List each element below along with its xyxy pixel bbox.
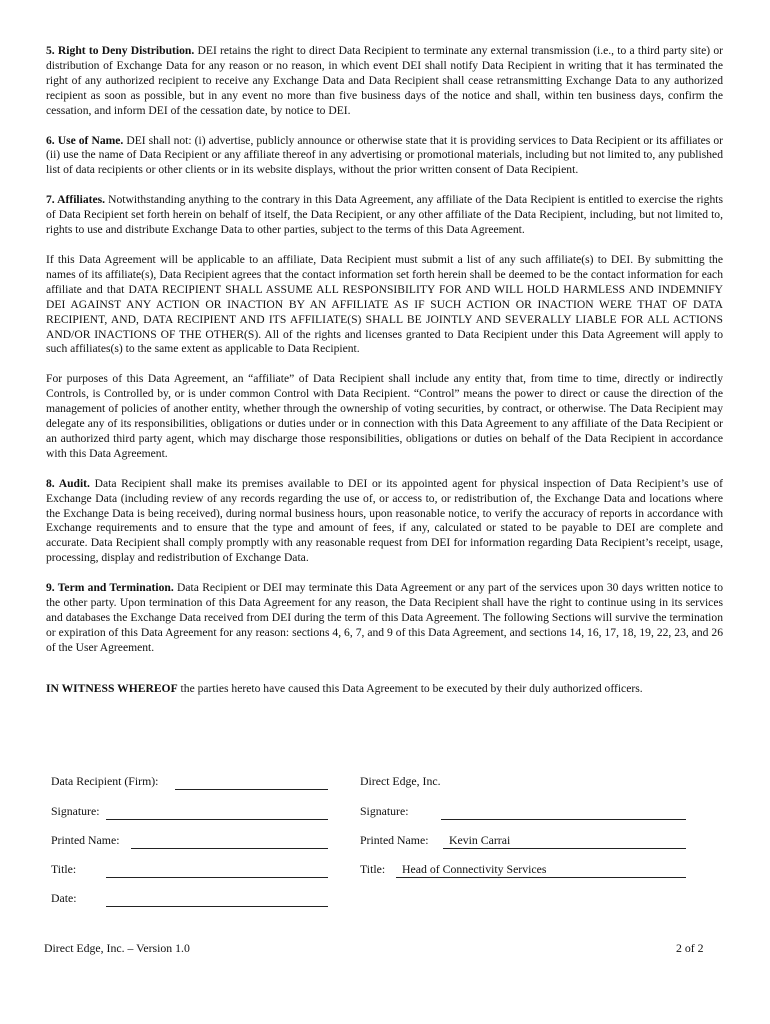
firm-label: Data Recipient (Firm):: [51, 774, 159, 788]
footer-version: Direct Edge, Inc. – Version 1.0: [44, 941, 190, 955]
section-text: Data Recipient or DEI may terminate this Data Agreement or any part of the services upon 30 days written notice to the other party. Upon termination of this Data Agreement for any reason, the Data Recipient shall have the right to continue using in its services and databases the Exchange Data received from DEI during the term of this Data Agreement. The following Sections will survive the termination or expiration of this Data Agreement for any reason: sections 4, 6, 7, and 9 of this Data Agreement, and sections 14, 16, 17, 18, 19, 22, 23, and 26 of the User Agreement.: [46, 581, 723, 654]
left-printed-name-label: Printed Name:: [51, 833, 120, 847]
section-heading: 8. Audit.: [46, 476, 90, 490]
left-signature-line[interactable]: [106, 805, 328, 820]
left-printed-name-line[interactable]: [131, 834, 328, 849]
right-printed-name-line: [443, 834, 686, 849]
section-heading: 7. Affiliates.: [46, 193, 106, 207]
right-title-line: [396, 863, 686, 878]
section-heading: 5. Right to Deny Distribution.: [46, 44, 195, 57]
witness-text: the parties hereto have caused this Data Agreement to be executed by their duly authorized officers.: [177, 681, 643, 695]
right-printed-name-value: Kevin Carrai: [449, 833, 511, 847]
section-text: If this Data Agreement will be applicable to an affiliate, Data Recipient must submit a list of any such affiliate(s) to DEI. By submitting the names of its affiliate(s), Data Recipient agrees that the contact information set forth herein shall be deemed to be the contact information for each affiliate and that DATA RECIPIENT SHALL ASSUME ALL RESPONSIBILITY FOR AND WILL HOLD HARMLESS AND INDEMNIFY DEI AGAINST ANY ACTION OR INACTION BY AN AFFILIATE AS IF SUCH ACTION OR INACTION WERE THAT OF DATA RECIPIENT, AND, DATA RECIPIENT AND ITS AFFILIATE(S) SHALL BE JOINTLY AND SEVERALLY LIABLE FOR ALL ACTIONS AND/OR INACTIONS OF THE OTHER(S). All of the rights and licenses granted to Data Recipient under this Data Agreement will apply to such affiliates(s) to the same extent as applicable to Data Recipient.: [46, 252, 723, 356]
section-text: DEI shall not: (i) advertise, publicly announce or otherwise state that it is providing services to Data Recipient or its affiliates or (ii) use the name of Data Recipient or any affiliate thereof in any advertising or promotional materials, including but not limited to, any published list of data recipients or other clients or in its website displays, without the prior written consent of Data Recipient.: [46, 133, 723, 177]
right-signature-cell: [360, 804, 690, 820]
section-8: [46, 477, 723, 566]
firm-cell: [51, 774, 341, 790]
section-7: [46, 193, 723, 238]
date-line[interactable]: [106, 892, 328, 907]
right-printed-name-cell: [360, 833, 690, 849]
section-6: [46, 134, 723, 179]
section-5: [46, 44, 723, 119]
left-title-cell: [51, 862, 341, 878]
section-text: Data Recipient shall make its premises available to DEI or its appointed agent for physical inspection of Data Recipient’s use of Exchange Data (including review of any records regarding the use of, or access to, or redistribution of, the Exchange Data and locations where the Exchange Data is being received), during normal business hours, upon reasonable notice, to verify the accuracy of reports in accordance with Exchange requirements and to ensure that the type and amount of fees, if any, calculated or stated to be payable to DEI are complete and accurate. Data Recipient shall comply promptly with any reasonable request from DEI for information regarding Data Recipient’s receipt, usage, processing, display and redistribution of Exchange Data.: [46, 476, 724, 565]
signature-row-title: [51, 862, 691, 878]
agreement-body: [46, 44, 723, 712]
section-heading: 6. Use of Name.: [46, 133, 124, 147]
right-printed-name-label: Printed Name:: [360, 833, 429, 847]
right-signature-line[interactable]: [441, 805, 686, 820]
section-text: For purposes of this Data Agreement, an “affiliate” of Data Recipient shall include any entity that, from time to time, directly or indirectly Controls, is Controlled by, or is under common Control with Data Recipient. “Control” means the power to direct or cause the direction of the management of policies of another entity, whether through the ownership of voting securities, by contract, or otherwise. The Data Recipient may delegate any of its responsibilities, obligations or duties under or in connection with this Data Agreement to any affiliate of the Data Recipient or an authorized third party agent, which may discharge those responsibilities, obligations or duties on behalf of the Data Recipient in accordance with this Data Agreement.: [46, 372, 723, 460]
signature-row-firm: [51, 774, 691, 790]
signature-row-signature: [51, 804, 691, 820]
right-title-cell: [360, 862, 690, 878]
firm-line[interactable]: [175, 775, 328, 790]
left-title-line[interactable]: [106, 863, 328, 878]
left-signature-label: Signature:: [51, 804, 100, 818]
left-title-label: Title:: [51, 862, 77, 876]
counterparty-cell: [360, 774, 690, 790]
right-title-label: Title:: [360, 862, 386, 876]
section-9: [46, 581, 723, 656]
section-text: DEI retains the right to direct Data Recipient to terminate any external transmission (i.e., to a third party site) or distribution of Exchange Data for any reason or no reason, in which event DEI shall notify Data Recipient in writing that it has terminated the right of any authorized recipient to receive any Exchange Data and Data Recipient shall cease retransmitting Exchange Data to any authorized recipient as soon as possible, but in any event no more than five business days of the notice and shall, within ten business days, confirm the cessation, and inform DEI of the cessation date, by notice to DEI.: [46, 44, 723, 117]
signature-row-printed-name: [51, 833, 691, 849]
section-heading: 9. Term and Termination.: [46, 581, 174, 595]
section-text: Notwithstanding anything to the contrary in this Data Agreement, any affiliate of the Data Recipient is entitled to exercise the rights of Data Recipient set forth herein on behalf of itself, the Data Recipient, or any other affiliate of the Data Recipient, including, but not limited to, rights to use and distribute Exchange Data to other parties, subject to the terms of this Data Agreement.: [46, 193, 723, 237]
witness-heading: IN WITNESS WHEREOF: [46, 681, 178, 695]
witness-clause: [46, 682, 723, 697]
left-printed-name-cell: [51, 833, 341, 849]
left-signature-cell: [51, 804, 341, 820]
section-7-paragraph-2: [46, 253, 723, 357]
right-title-value: Head of Connectivity Services: [402, 862, 547, 876]
right-signature-label: Signature:: [360, 804, 409, 818]
footer-page-number: 2 of 2: [676, 941, 704, 955]
section-7-paragraph-3: [46, 372, 723, 461]
date-cell: [51, 891, 341, 907]
counterparty-name: Direct Edge, Inc.: [360, 774, 441, 788]
signature-row-date: [51, 891, 691, 907]
date-label: Date:: [51, 891, 77, 905]
